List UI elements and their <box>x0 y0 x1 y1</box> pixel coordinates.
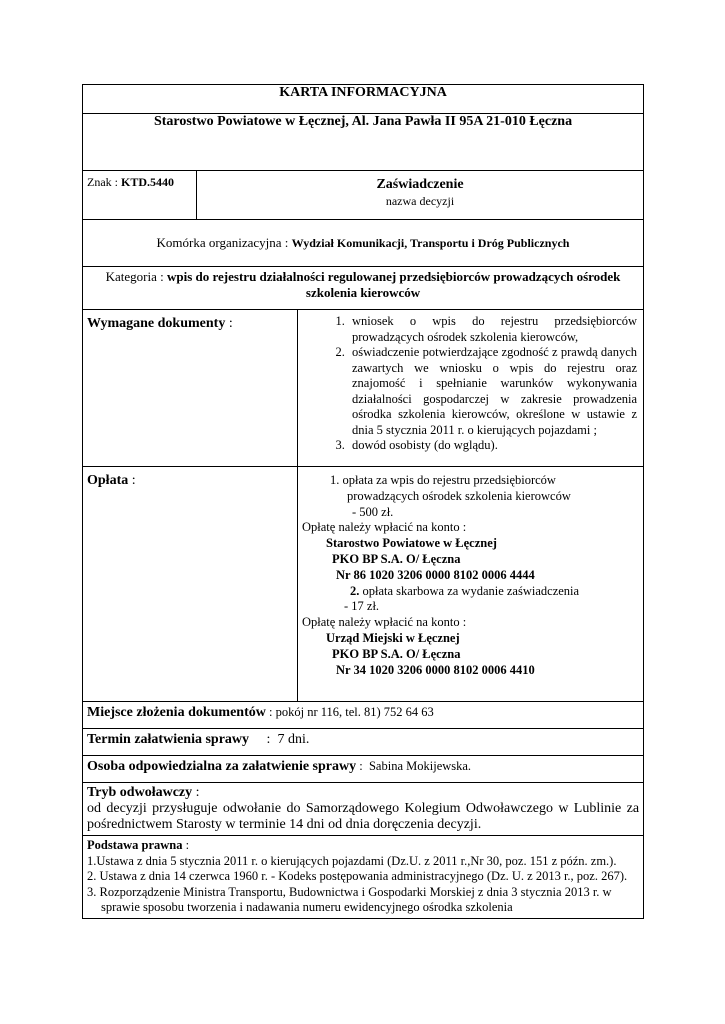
wymagane-label-cell <box>83 310 298 467</box>
fee1-line2: prowadzących ośrodek szkolenia kierowców <box>347 488 571 503</box>
wymagane-colon: : <box>228 316 233 331</box>
kategoria-cell <box>83 267 644 310</box>
recipient-1: Starostwo Powiatowe w Łęcznej <box>326 536 497 551</box>
miejsce-colon: : <box>265 705 276 719</box>
tryb-colon: : <box>192 785 200 800</box>
kategoria-label: Kategoria : <box>105 269 164 284</box>
oplata-label: Opłata <box>87 473 129 488</box>
termin-label: Termin załatwienia sprawy <box>87 732 250 747</box>
bank-2: PKO BP S.A. O/ Łęczna <box>332 646 461 661</box>
fee2-text: opłata skarbowa za wydanie zaświadczenia <box>359 583 580 598</box>
oplata-colon: : <box>131 473 136 488</box>
list-item: 2. Ustawa z dnia 14 czerwca 1960 r. - Kodeks postępowania administracyjnego (Dz. U. z 2013 r., poz. 267). <box>87 869 628 883</box>
termin-value: 7 dni. <box>277 732 310 747</box>
znak-cell <box>83 171 197 220</box>
list-item: 1. wniosek o wpis do rejestru przedsiębiorców prowadzących ośrodek szkolenia kierowców, <box>348 314 637 345</box>
office-address: Starostwo Powiatowe w Łęcznej, Al. Jana Pawła II 95A 21-010 Łęczna <box>83 114 644 171</box>
fee1-line1: 1. opłata za wpis do rejestru przedsiębiorców <box>330 473 556 487</box>
podstawa-label: Podstawa prawna <box>87 838 183 852</box>
kategoria-value: wpis do rejestru działalności regulowanej przedsiębiorców prowadzących ośrodek szkolenia kierowców <box>166 269 621 300</box>
miejsce-cell <box>83 702 644 729</box>
fee2-num: 2. <box>350 583 360 598</box>
komorka-cell <box>83 220 644 267</box>
podstawa-cell <box>83 836 644 919</box>
fee2-line <box>302 584 639 600</box>
znak-value: KTD.5440 <box>121 175 175 189</box>
termin-cell <box>83 729 644 756</box>
card-title: KARTA INFORMACYJNA <box>83 85 644 114</box>
komorka-value: Wydział Komunikacji, Transportu i Dróg Publicznych <box>291 236 570 250</box>
decision-subtitle: nazwa decyzji <box>385 194 455 208</box>
decision-title: Zaświadczenie <box>376 177 464 192</box>
documents-list <box>298 314 637 454</box>
list-item: 2. oświadczenie potwierdzające zgodność z prawdą danych zawartych we wniosku o wpis do rejestru oraz znajomość i spełnianie warunków wykonywania działalności gospodarczej w zakresie prowadzenia ośrodka szkolenia kierowców, określone w ustawie z dnia 5 stycznia 2011 r. o kierujących pojazdami ; <box>348 345 637 438</box>
tryb-text: od decyzji przysługuje odwołanie do Samorządowego Kolegium Odwoławczego w Lublinie za pośrednictwem Starosty w terminie 14 dni od dnia doręczenia decyzji. <box>87 801 640 832</box>
oplata-label-cell <box>83 467 298 702</box>
miejsce-value: pokój nr 116, tel. 81) 752 64 63 <box>275 705 434 719</box>
wymagane-label: Wymagane dokumenty <box>87 316 226 331</box>
recipient-2: Urząd Miejski w Łęcznej <box>326 630 460 645</box>
info-card <box>82 84 643 919</box>
list-item: 3. dowód osobisty (do wglądu). <box>348 438 637 454</box>
wymagane-list-cell <box>298 310 644 467</box>
osoba-label: Osoba odpowiedzialna za załatwienie sprawy <box>87 759 357 774</box>
osoba-colon: : <box>356 759 369 773</box>
komorka-label: Komórka organizacyjna : <box>156 235 289 250</box>
bank-1: PKO BP S.A. O/ Łęczna <box>332 551 461 566</box>
pay-to-1: Opłatę należy wpłacić na konto : <box>302 520 467 535</box>
tryb-label: Tryb odwoławczy <box>87 785 193 800</box>
miejsce-label: Miejsce złożenia dokumentów <box>87 705 266 720</box>
osoba-cell <box>83 756 644 783</box>
tryb-cell <box>83 783 644 836</box>
info-table <box>82 84 644 919</box>
osoba-value: Sabina Mokijewska. <box>368 759 472 773</box>
account-2: Nr 34 1020 3206 0000 8102 0006 4410 <box>336 662 535 677</box>
account-1: Nr 86 1020 3206 0000 8102 0006 4444 <box>336 567 535 582</box>
list-item: 3. Rozporządzenie Ministra Transportu, Budownictwa i Gospodarki Morskiej z dnia 3 stycznia 2013 r. w sprawie sposobu tworzenia i nadawania numeru ewidencyjnego ośrodka szkolenia <box>87 884 612 914</box>
fee2-amount: - 17 zł. <box>344 599 380 614</box>
pay-to-2: Opłatę należy wpłacić na konto : <box>302 615 467 630</box>
fee1-amount: - 500 zł. <box>352 504 394 519</box>
podstawa-colon: : <box>182 838 190 852</box>
oplata-details-cell <box>298 467 644 702</box>
znak-label: Znak : <box>87 175 118 189</box>
decision-cell <box>197 171 644 220</box>
termin-colon: : <box>249 732 278 747</box>
list-item: 1.Ustawa z dnia 5 stycznia 2011 r. o kierujących pojazdami (Dz.U. z 2011 r.,Nr 30, poz. 151 z późn. zm.). <box>87 853 617 868</box>
